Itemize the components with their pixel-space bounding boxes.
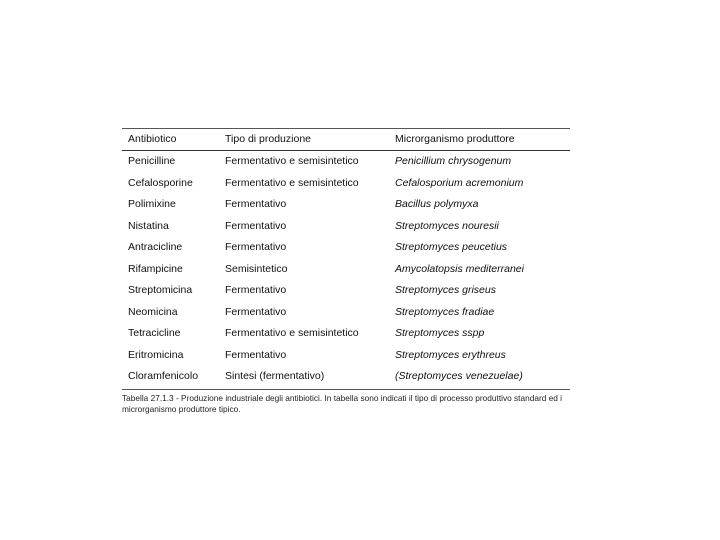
cell-production: Fermentativo [225, 305, 287, 318]
table-row [122, 194, 570, 214]
cell-production: Fermentativo [225, 241, 287, 253]
table-row [122, 366, 570, 386]
table-header-row [122, 129, 570, 149]
caption-line-2: microrganismo produttore tipico. [122, 404, 241, 414]
cell-production: Fermentativo [225, 198, 287, 210]
cell-antibiotic: Antracicline [128, 241, 183, 253]
table-row [122, 345, 570, 365]
cell-production: Fermentativo [225, 219, 287, 232]
cell-antibiotic: Eritromicina [128, 348, 184, 361]
cell-organism: Cefalosporium acremonium [395, 176, 524, 189]
cell-production: Fermentativo [225, 284, 287, 296]
header-tipo-produzione: Tipo di produzione [225, 133, 311, 145]
cell-organism: Penicillium chrysogenum [395, 155, 512, 167]
table-row [122, 237, 570, 257]
cell-production: Fermentativo [225, 348, 287, 361]
table-row [122, 216, 570, 236]
cell-production: Fermentativo e semisintetico [225, 327, 359, 339]
cell-organism: Streptomyces griseus [395, 284, 496, 296]
cell-organism: Streptomyces fradiae [395, 305, 495, 318]
cell-organism: Streptomyces sspp [395, 327, 485, 339]
cell-organism: Streptomyces peucetius [395, 241, 508, 253]
header-microrganismo: Microrganismo produttore [395, 133, 515, 145]
table-row [122, 323, 570, 343]
cell-antibiotic: Tetracicline [128, 327, 181, 339]
cell-organism: Streptomyces erythreus [395, 348, 506, 361]
cell-organism: Amycolatopsis mediterranei [395, 262, 524, 275]
cell-organism: Streptomyces nouresii [395, 219, 499, 232]
table-row [122, 259, 570, 279]
cell-antibiotic: Penicilline [128, 155, 176, 167]
cell-antibiotic: Neomicina [128, 305, 178, 318]
header-antibiotico: Antibiotico [128, 133, 177, 145]
cell-production: Sintesi (fermentativo) [225, 370, 325, 382]
cell-production: Semisintetico [225, 262, 288, 275]
cell-antibiotic: Streptomicina [128, 284, 193, 296]
cell-organism: (Streptomyces venezuelae) [395, 370, 523, 382]
table-row [122, 302, 570, 322]
cell-organism: Bacillus polymyxa [395, 198, 479, 210]
table-row [122, 151, 570, 171]
cell-antibiotic: Cefalosporine [128, 176, 193, 189]
cell-antibiotic: Rifampicine [128, 262, 183, 275]
cell-antibiotic: Nistatina [128, 219, 169, 232]
table-bottom-rule [122, 389, 570, 390]
cell-antibiotic: Polimixine [128, 198, 176, 210]
cell-production: Fermentativo e semisintetico [225, 155, 359, 167]
cell-production: Fermentativo e semisintetico [225, 176, 359, 189]
table-caption [122, 393, 622, 415]
cell-antibiotic: Cloramfenicolo [128, 370, 199, 382]
table-row [122, 173, 570, 193]
caption-line-1: Tabella 27.1.3 - Produzione industriale degli antibiotici. In tabella sono indicati il tipo di processo produttivo standard ed i [122, 393, 563, 403]
table-row [122, 280, 570, 300]
